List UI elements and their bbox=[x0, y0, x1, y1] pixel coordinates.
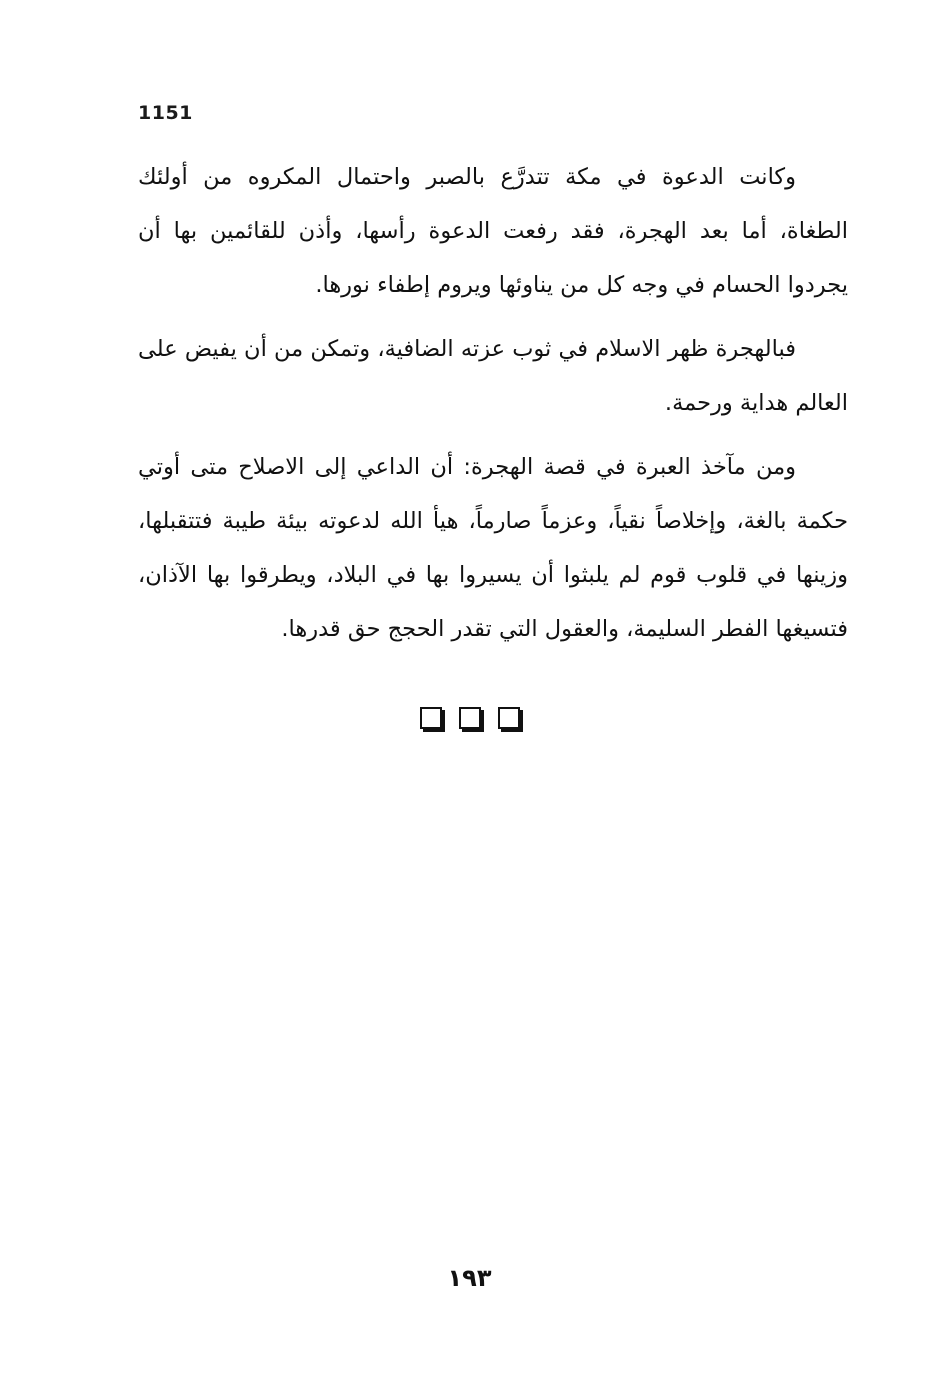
paragraph-3: ومن مآخذ العبرة في قصة الهجرة: أن الداعي إلى الاصلاح متى أوتي حكمة بالغة، وإخلاصاً نقياً، وعزماً صارماً، هيأ الله لدعوته بيئة طيبة فتتقبلها، وزينها في قلوب قوم لم يلبثوا أن يسيروا بها في البلاد، ويطرقوا بها الآذان، فتسيغها الفطر السليمة، والعقول التي تقدر الحجج حق قدرها. bbox=[138, 454, 848, 642]
paragraph-1: وكانت الدعوة في مكة تتدرَّع بالصبر واحتمال المكروه من أولئك الطغاة، أما بعد الهجرة، فقد رفعت الدعوة رأسها، وأذن للقائمين بها أن يجردوا الحسام في وجه كل من يناوئها ويروم إطفاء نورها. bbox=[138, 164, 848, 298]
section-end-ornament bbox=[0, 707, 939, 729]
square-ornament-icon bbox=[459, 707, 481, 729]
page-number: ١٩٣ bbox=[447, 1264, 492, 1292]
body-text bbox=[138, 150, 848, 666]
square-ornament-icon bbox=[420, 707, 442, 729]
page-reference-number: 1151 bbox=[138, 102, 193, 124]
square-ornament-icon bbox=[498, 707, 520, 729]
paragraph-2: فبالهجرة ظهر الاسلام في ثوب عزته الضافية، وتمكن من أن يفيض على العالم هداية ورحمة. bbox=[138, 336, 848, 416]
